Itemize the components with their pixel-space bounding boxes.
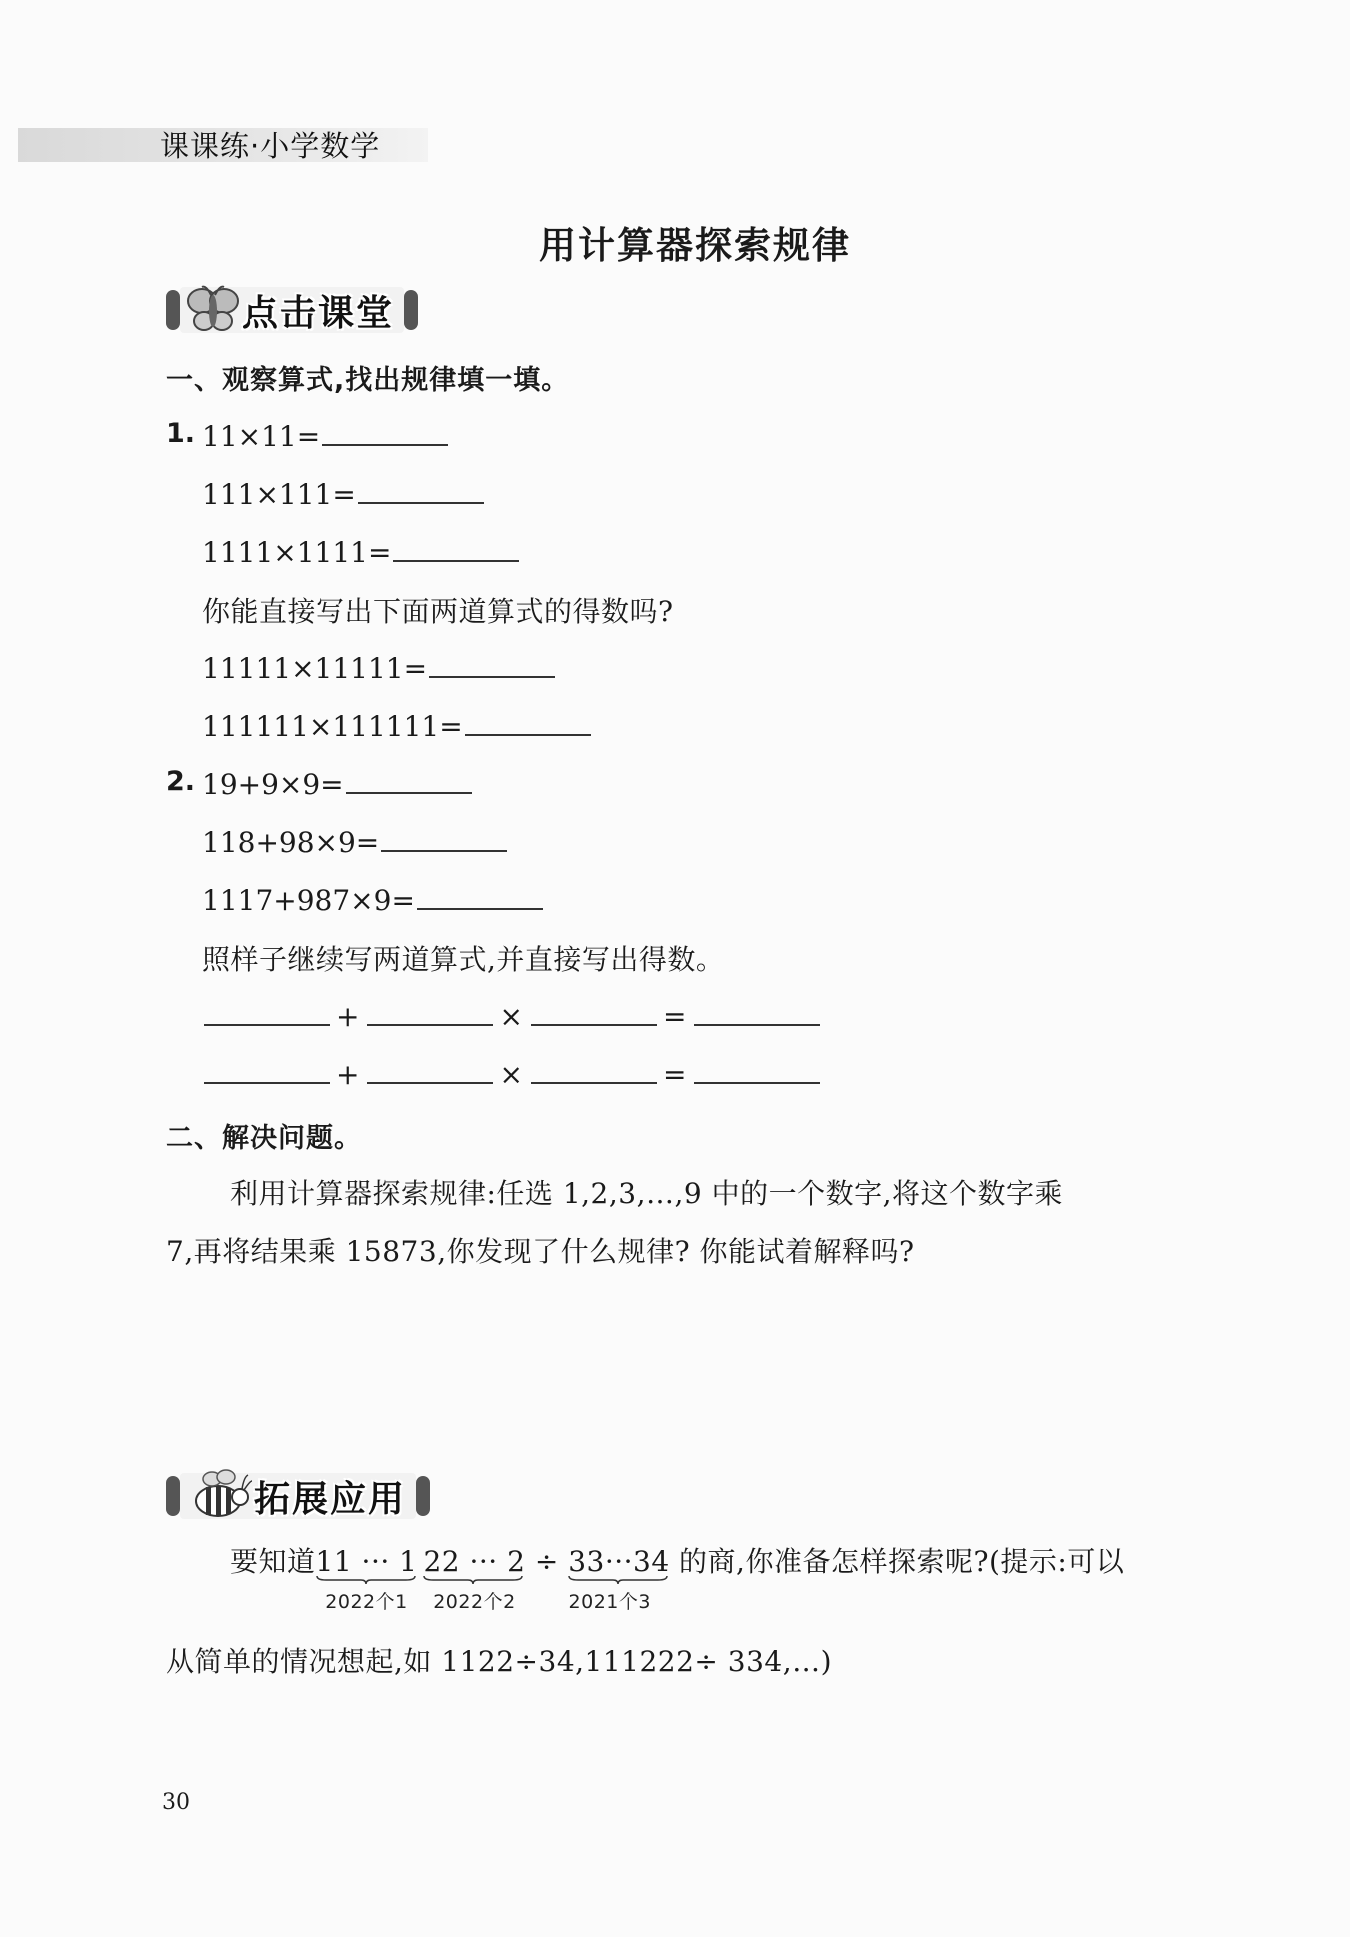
answer-blank[interactable] xyxy=(358,474,484,504)
section-banner-practice xyxy=(166,284,418,336)
q2-line-2 xyxy=(202,822,507,859)
digit-run-threes xyxy=(568,1545,652,1613)
plus-sign: + xyxy=(336,1000,360,1033)
section-title-practice: 点击课堂 xyxy=(242,292,395,334)
equation: 19+9×9= xyxy=(202,768,344,801)
answer-blank[interactable] xyxy=(417,880,543,910)
q2-template-row-1 xyxy=(202,996,820,1033)
extend-line-1 xyxy=(230,1540,1125,1613)
part2-heading: 二、解决问题。 xyxy=(166,1123,362,1154)
digit-count-note: 2021个3 xyxy=(568,1591,651,1613)
page-number: 30 xyxy=(162,1790,190,1815)
part2-text-line-1: 利用计算器探索规律:任选 1,2,3,…,9 中的一个数字,将这个数字乘 xyxy=(230,1177,1063,1210)
extend-line-2: 从简单的情况想起,如 1122÷34,111222÷ 334,…) xyxy=(166,1645,833,1678)
q1-line-4 xyxy=(202,648,555,685)
answer-blank[interactable] xyxy=(429,648,555,678)
digit-count-note: 2022个2 xyxy=(433,1591,516,1613)
answer-blank[interactable] xyxy=(694,996,820,1026)
q1-line-3 xyxy=(202,532,519,569)
digit-run-ones xyxy=(315,1545,418,1613)
extend-pre-text: 要知道 xyxy=(230,1545,316,1578)
underbrace-icon xyxy=(423,1575,523,1585)
banner-right-cap xyxy=(404,290,418,330)
q1-number: 1. xyxy=(166,418,196,449)
answer-blank[interactable] xyxy=(531,1054,657,1084)
book-header: 课课练·小学数学 xyxy=(160,129,381,163)
equals-sign: = xyxy=(662,1000,687,1033)
answer-blank[interactable] xyxy=(465,706,591,736)
q1-line-2 xyxy=(202,474,484,511)
equation: 111×111= xyxy=(202,478,356,511)
answer-blank[interactable] xyxy=(367,996,493,1026)
times-sign: × xyxy=(499,1000,523,1033)
section-title-extend: 拓展应用 xyxy=(254,1478,407,1520)
q2-line-3 xyxy=(202,880,543,917)
digit-run-text: 22 ··· 2 xyxy=(423,1545,526,1578)
q2-line-1 xyxy=(202,764,472,801)
answer-blank[interactable] xyxy=(204,1054,330,1084)
bee-icon xyxy=(184,1467,254,1525)
answer-blank[interactable] xyxy=(531,996,657,1026)
section-banner-extend xyxy=(166,1470,430,1522)
answer-blank[interactable] xyxy=(322,416,448,446)
part2-text-line-2: 7,再将结果乘 15873,你发现了什么规律? 你能试着解释吗? xyxy=(166,1235,915,1268)
butterfly-icon xyxy=(184,281,242,339)
answer-blank[interactable] xyxy=(381,822,507,852)
division-sign: ÷ xyxy=(525,1545,569,1578)
equation: 1117+987×9= xyxy=(202,884,415,917)
underbrace-icon xyxy=(568,1575,668,1585)
extend-post-text: 4 的商,你准备怎样探索呢?(提示:可以 xyxy=(651,1545,1125,1578)
q2-template-row-2 xyxy=(202,1054,820,1091)
part1-heading: 一、观察算式,找出规律填一填。 xyxy=(166,365,570,396)
banner-right-cap xyxy=(416,1476,430,1516)
q1-line-1 xyxy=(202,416,448,453)
equation: 111111×111111= xyxy=(202,710,463,743)
digit-run-twos xyxy=(423,1545,526,1613)
underbrace-icon xyxy=(316,1575,416,1585)
digit-run-text: 33···3 xyxy=(568,1545,652,1578)
q2-prompt: 照样子继续写两道算式,并直接写出得数。 xyxy=(202,943,725,976)
answer-blank[interactable] xyxy=(204,996,330,1026)
equation: 11×11= xyxy=(202,420,321,453)
answer-blank[interactable] xyxy=(393,532,519,562)
plus-sign: + xyxy=(336,1058,360,1091)
q2-number: 2. xyxy=(166,766,196,797)
banner-left-cap xyxy=(166,290,180,330)
q1-prompt: 你能直接写出下面两道算式的得数吗? xyxy=(202,595,674,628)
answer-blank[interactable] xyxy=(367,1054,493,1084)
times-sign: × xyxy=(499,1058,523,1091)
answer-blank[interactable] xyxy=(346,764,472,794)
equation: 118+98×9= xyxy=(202,826,380,859)
page-title: 用计算器探索规律 xyxy=(539,224,851,267)
equation: 11111×11111= xyxy=(202,652,428,685)
equals-sign: = xyxy=(662,1058,687,1091)
banner-left-cap xyxy=(166,1476,180,1516)
answer-blank[interactable] xyxy=(694,1054,820,1084)
equation: 1111×1111= xyxy=(202,536,392,569)
q1-line-5 xyxy=(202,706,591,743)
digit-run-text: 11 ··· 1 xyxy=(315,1545,418,1578)
digit-count-note: 2022个1 xyxy=(325,1591,408,1613)
